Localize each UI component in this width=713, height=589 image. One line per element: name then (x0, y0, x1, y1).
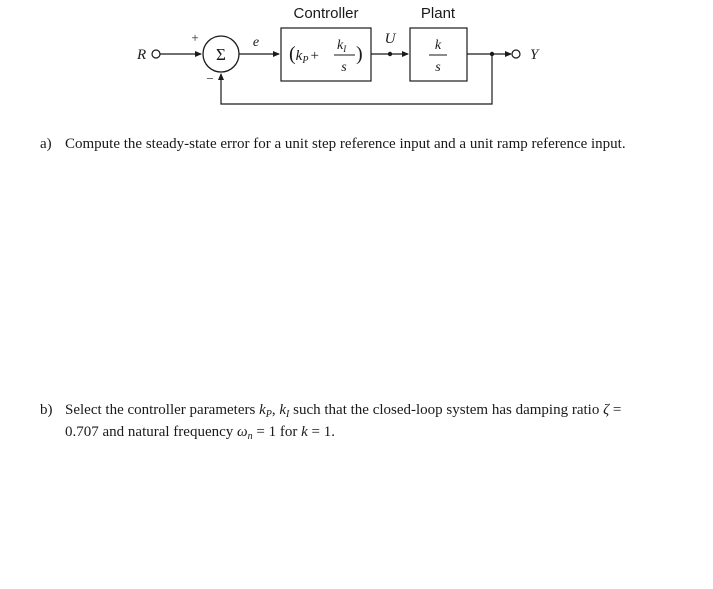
control-label: U (384, 31, 396, 47)
plant-denominator: s (435, 60, 441, 75)
plant-title: Plant (420, 5, 456, 22)
input-label: R (137, 47, 147, 63)
question-a-tag: a) (40, 136, 52, 152)
summer-symbol: Σ (216, 45, 226, 64)
controller-ki-numerator: $k_I$ (337, 38, 347, 54)
plus-sign: + (191, 30, 199, 45)
control-node (388, 52, 392, 56)
controller-transfer-function: (kP + (289, 43, 319, 66)
controller-close-paren: ) (356, 43, 363, 65)
minus-sign: − (206, 71, 214, 86)
error-label: e (252, 35, 260, 50)
question-b-line-2: 0.707 and natural frequency $\omega_n = 1$ for k = 1. (65, 424, 335, 442)
question-b-line-1: Select the controller parameters $k_P$, $k_I$ such that the closed-loop system has damping ratio ζ = (65, 402, 622, 420)
controller-denominator: s (341, 60, 347, 75)
output-terminal (512, 50, 520, 58)
block-diagram (0, 0, 713, 140)
input-terminal (152, 50, 160, 58)
controller-title: Controller (293, 5, 359, 22)
output-label: Y (530, 47, 539, 63)
question-a-text: Compute the steady-state error for a unit step reference input and a unit ramp reference input. (65, 136, 626, 152)
question-b-tag: b) (40, 402, 53, 418)
plant-numerator: k (434, 38, 442, 53)
